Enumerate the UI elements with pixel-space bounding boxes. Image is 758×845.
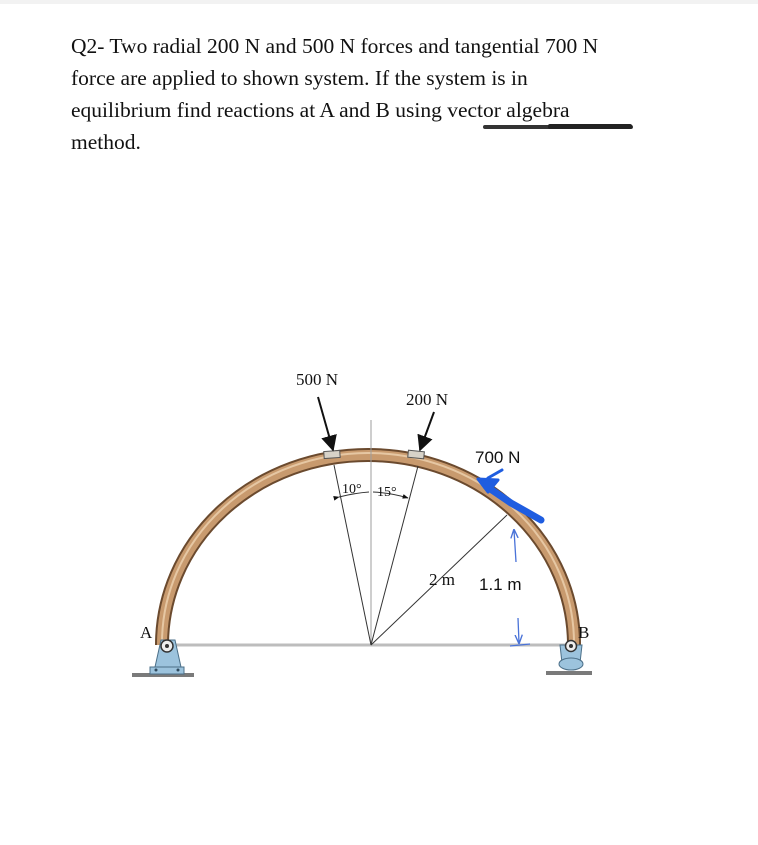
label-angle-15: 15° xyxy=(377,485,397,500)
arrow-200 xyxy=(420,412,434,450)
label-support-a: A xyxy=(140,623,153,642)
question-line-1: Q2- Two radial 200 N and 500 N forces and tangential 700 N xyxy=(71,34,599,58)
label-200n: 200 N xyxy=(406,390,449,409)
label-height: 1.1 m xyxy=(479,575,522,594)
arch-outline xyxy=(162,455,574,645)
arch-body xyxy=(162,455,574,645)
label-radius: 2 m xyxy=(429,570,455,589)
dimension-arrow-down xyxy=(518,618,519,643)
blue-700-arrow-tick xyxy=(488,470,502,478)
label-500n: 500 N xyxy=(296,370,339,389)
arch-highlight xyxy=(162,453,574,643)
label-support-b: B xyxy=(578,623,590,642)
label-angle-10: 10° xyxy=(342,482,362,497)
pad-200 xyxy=(408,450,425,459)
pad-500 xyxy=(324,450,340,458)
dimension-arrow-up xyxy=(514,530,516,562)
label-700n: 700 N xyxy=(475,448,521,467)
question-line-2: force are applied to shown system. If the system is in xyxy=(71,66,528,90)
question-line-4: method. xyxy=(71,130,141,154)
question-line-3: equilibrium find reactions at A and B using vector algebra xyxy=(71,98,570,122)
arrow-500 xyxy=(318,397,333,450)
